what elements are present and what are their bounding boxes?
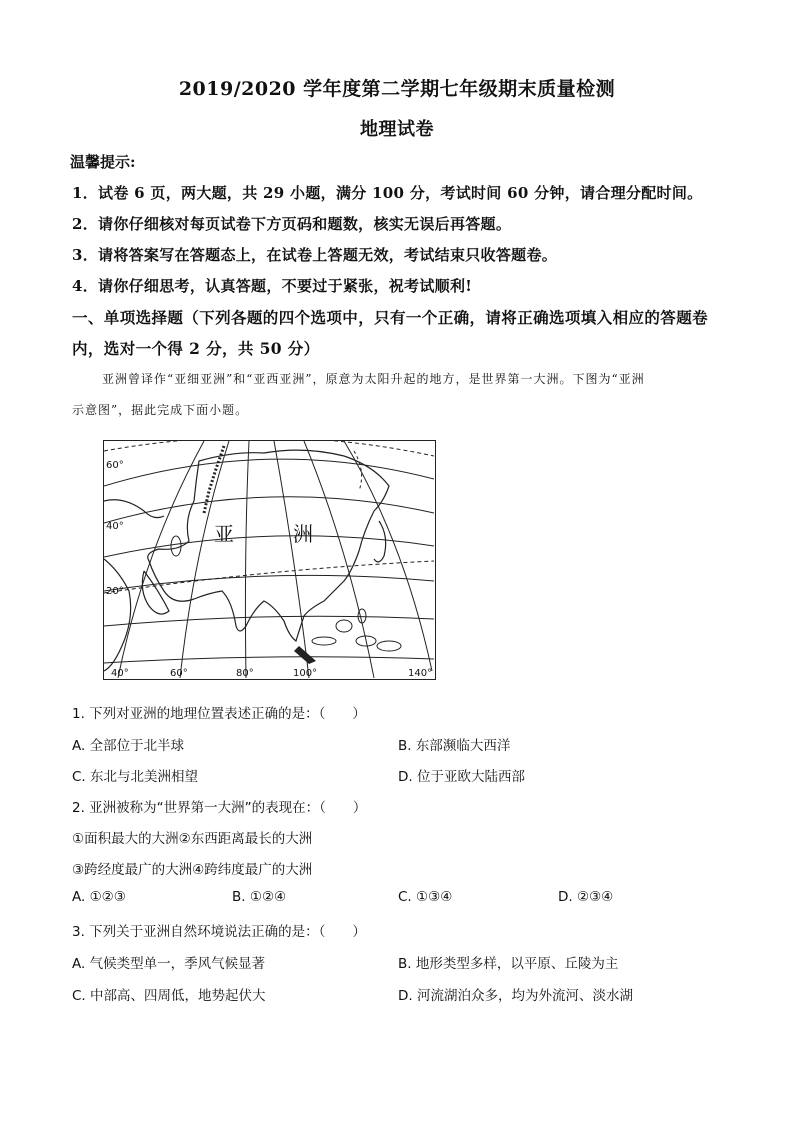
tip-item-4: 4．请你仔细思考，认真答题，不要过于紧张，祝考试顺利!: [72, 277, 473, 295]
question-2-option-d: D. ②③④: [558, 889, 614, 905]
question-1-option-b: B. 东部濒临大西洋: [398, 738, 511, 754]
question-2-option-a: A. ①②③: [72, 889, 126, 905]
question-2-statement-2: ③跨经度最广的大洲④跨纬度最广的大洲: [72, 862, 313, 878]
question-3-option-d: D. 河流湖泊众多，均为外流河、淡水湖: [398, 988, 633, 1004]
tip-item-3: 3．请将答案写在答题态上，在试卷上答题无效，考试结束只收答题卷。: [72, 246, 558, 264]
question-3-option-c: C. 中部高、四周低，地势起伏大: [72, 988, 266, 1004]
lat-label-60: 60°: [106, 460, 124, 471]
intro-line2: 示意图”，据此完成下面小题。: [72, 403, 249, 417]
question-3-option-b: B. 地形类型多样，以平原、丘陵为主: [398, 956, 619, 972]
lon-label-100: 100°: [293, 668, 318, 679]
question-1-stem: 1. 下列对亚洲的地理位置表述正确的是：（ ）: [72, 706, 366, 722]
question-3-stem: 3. 下列关于亚洲自然环境说法正确的是：（ ）: [72, 924, 366, 940]
asia-map: [103, 440, 436, 680]
exam-title: 2019/2020 学年度第二学期七年级期末质量检测: [178, 78, 616, 100]
tip-item-1: 1．试卷 6 页，两大题，共 29 小题，满分 100 分，考试时间 60 分钟，请合理分配时间。: [72, 184, 703, 202]
lon-label-60: 60°: [170, 668, 188, 679]
intro-line1: 亚洲曾译作“亚细亚洲”和“亚西亚洲”，原意为太阳升起的地方，是世界第一大洲。下图为“亚洲: [102, 372, 645, 386]
question-3-option-a: A. 气候类型单一，季风气候显著: [72, 956, 266, 972]
map-label-zhou: 洲: [293, 522, 313, 546]
exam-subtitle: 地理试卷: [360, 119, 434, 140]
question-1-option-a: A. 全部位于北半球: [72, 738, 185, 754]
question-2-stem: 2. 亚洲被称为“世界第一大洲”的表现在：（ ）: [72, 800, 367, 816]
question-2-option-c: C. ①③④: [398, 889, 453, 905]
question-1-option-c: C. 东北与北美洲相望: [72, 769, 199, 785]
tip-item-2: 2．请你仔细核对每页试卷下方页码和题数，核实无误后再答题。: [72, 215, 512, 233]
lon-label-140: 140°: [408, 668, 433, 679]
section-heading-line1: 一、单项选择题（下列各题的四个选项中，只有一个正确，请将正确选项填入相应的答题卷: [72, 308, 709, 327]
lon-label-40: 40°: [111, 668, 129, 679]
lat-label-20: 20°: [106, 586, 124, 597]
lat-label-40: 40°: [106, 521, 124, 532]
tips-heading: 温馨提示:: [70, 153, 136, 171]
question-2-statement-1: ①面积最大的大洲②东西距离最长的大洲: [72, 831, 313, 847]
section-heading-line2: 内，选对一个得 2 分，共 50 分）: [72, 339, 320, 358]
map-label-ya: 亚: [214, 522, 234, 546]
question-2-option-b: B. ①②④: [232, 889, 287, 905]
question-1-option-d: D. 位于亚欧大陆西部: [398, 769, 525, 785]
lon-label-80: 80°: [236, 668, 254, 679]
